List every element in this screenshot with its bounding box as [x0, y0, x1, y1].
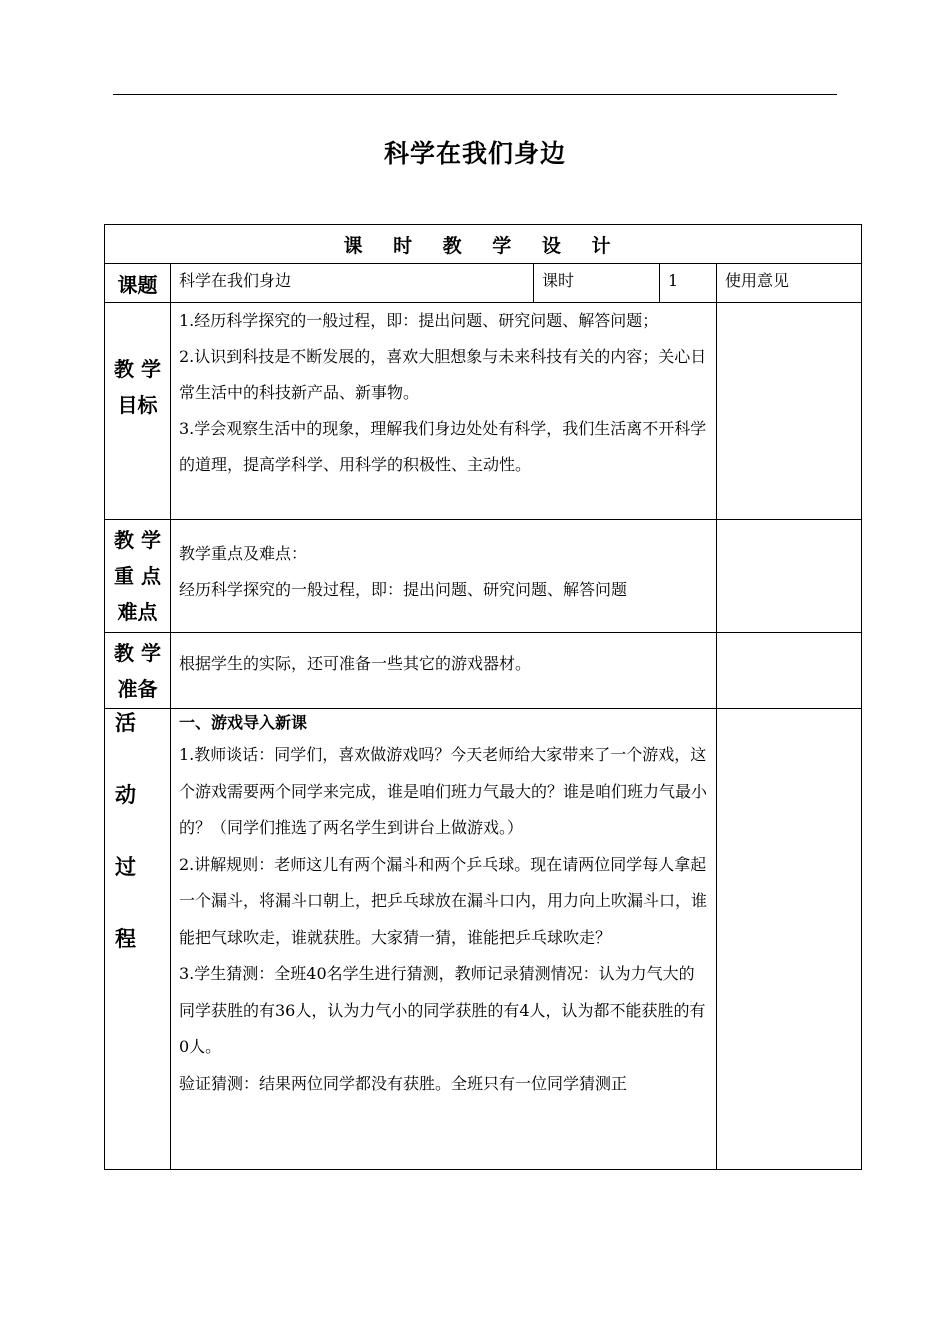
- preparation-label-line2: 准备: [117, 677, 158, 701]
- process-opinion-cell: [717, 709, 862, 1170]
- preparation-label-cell: [105, 633, 171, 709]
- goal-item: 2.认识到科技是不断发展的，喜欢大胆想象与未来科技有关的内容；关心日常生活中的科技新产品、新事物。: [179, 347, 707, 402]
- goal-item: 3.学会观察生活中的现象，理解我们身边处处有科学，我们生活离不开科学的道理，提高学科学、用科学的积极性、主动性。: [179, 419, 707, 474]
- process-content-cell: [171, 709, 717, 1170]
- process-paragraph: 1.教师谈话：同学们，喜欢做游戏吗？今天老师给大家带来了一个游戏，这个游戏需要两个同学来完成，谁是咱们班力气最大的？谁是咱们班力气最小的？（同学们推选了两名学生到讲台上做游戏。）: [179, 745, 708, 837]
- key-points-label-line1: 教 学: [114, 528, 161, 552]
- key-points-line: 教学重点及难点：: [179, 544, 308, 563]
- topic-label: 课题: [105, 264, 171, 303]
- preparation-row: [105, 633, 862, 709]
- process-label-cell: [105, 709, 171, 1170]
- key-points-content-cell: [171, 520, 717, 633]
- preparation-text: 根据学生的实际，还可准备一些其它的游戏器材。: [179, 654, 532, 673]
- preparation-opinion-cell: [717, 633, 862, 709]
- process-paragraph: 验证猜测：结果两位同学都没有获胜。全班只有一位同学猜测正: [179, 1073, 628, 1093]
- process-label-char: 动: [115, 782, 136, 807]
- process-paragraph: 3.学生猜测：全班40名学生进行猜测，教师记录猜测情况：认为力气大的同学获胜的有36人，认为力气小的同学获胜的有4人，认为都不能获胜的有0人。: [179, 964, 706, 1056]
- goals-label-line1: 教 学: [114, 357, 161, 381]
- preparation-label-line1: 教 学: [114, 641, 161, 665]
- period-value: 1: [668, 271, 679, 290]
- topic-value-cell: [171, 264, 534, 303]
- header-rule: [113, 94, 837, 95]
- process-row: [105, 709, 862, 1170]
- goals-content-cell: [171, 303, 717, 520]
- topic-row: [105, 264, 862, 303]
- topic-value: 科学在我们身边: [179, 271, 292, 290]
- lesson-plan-table: [104, 224, 862, 1170]
- process-label-char: 活: [115, 710, 136, 735]
- key-points-opinion-cell: [717, 520, 862, 633]
- goals-opinion-cell: [717, 303, 862, 520]
- opinion-label-cell: [717, 264, 862, 303]
- key-points-label-line2: 重 点: [114, 564, 161, 588]
- key-points-line: 经历科学探究的一般过程，即：提出问题、研究问题、解答问题: [179, 580, 628, 599]
- goals-label-cell: [105, 303, 171, 520]
- process-label-char: 程: [115, 926, 136, 951]
- key-points-row: [105, 520, 862, 633]
- key-points-label-cell: [105, 520, 171, 633]
- opinion-label: 使用意见: [725, 271, 790, 290]
- document-title: 科学在我们身边: [383, 139, 566, 168]
- table-header-row: [105, 225, 862, 264]
- period-label: 课时: [542, 271, 575, 290]
- preparation-content-cell: [171, 633, 717, 709]
- process-paragraph: 2.讲解规则：老师这儿有两个漏斗和两个乒乓球。现在请两位同学每人拿起一个漏斗，将漏斗口朝上，把乒乓球放在漏斗口内，用力向上吹漏斗口，谁能把气球吹走，谁就获胜。大家猜一猜，谁能把乒乓球吹走？: [179, 854, 708, 947]
- process-label-char: 过: [115, 854, 136, 879]
- process-heading: 一、游戏导入新课: [179, 713, 308, 732]
- period-value-cell: [660, 264, 717, 303]
- goals-label-line2: 目标: [117, 393, 158, 417]
- table-header: 课 时 教 学 设 计: [105, 225, 862, 264]
- goal-item: 1.经历科学探究的一般过程，即：提出问题、研究问题、解答问题；: [179, 311, 659, 330]
- goals-row: [105, 303, 862, 520]
- period-label-cell: [534, 264, 660, 303]
- key-points-label-line3: 难点: [117, 600, 158, 624]
